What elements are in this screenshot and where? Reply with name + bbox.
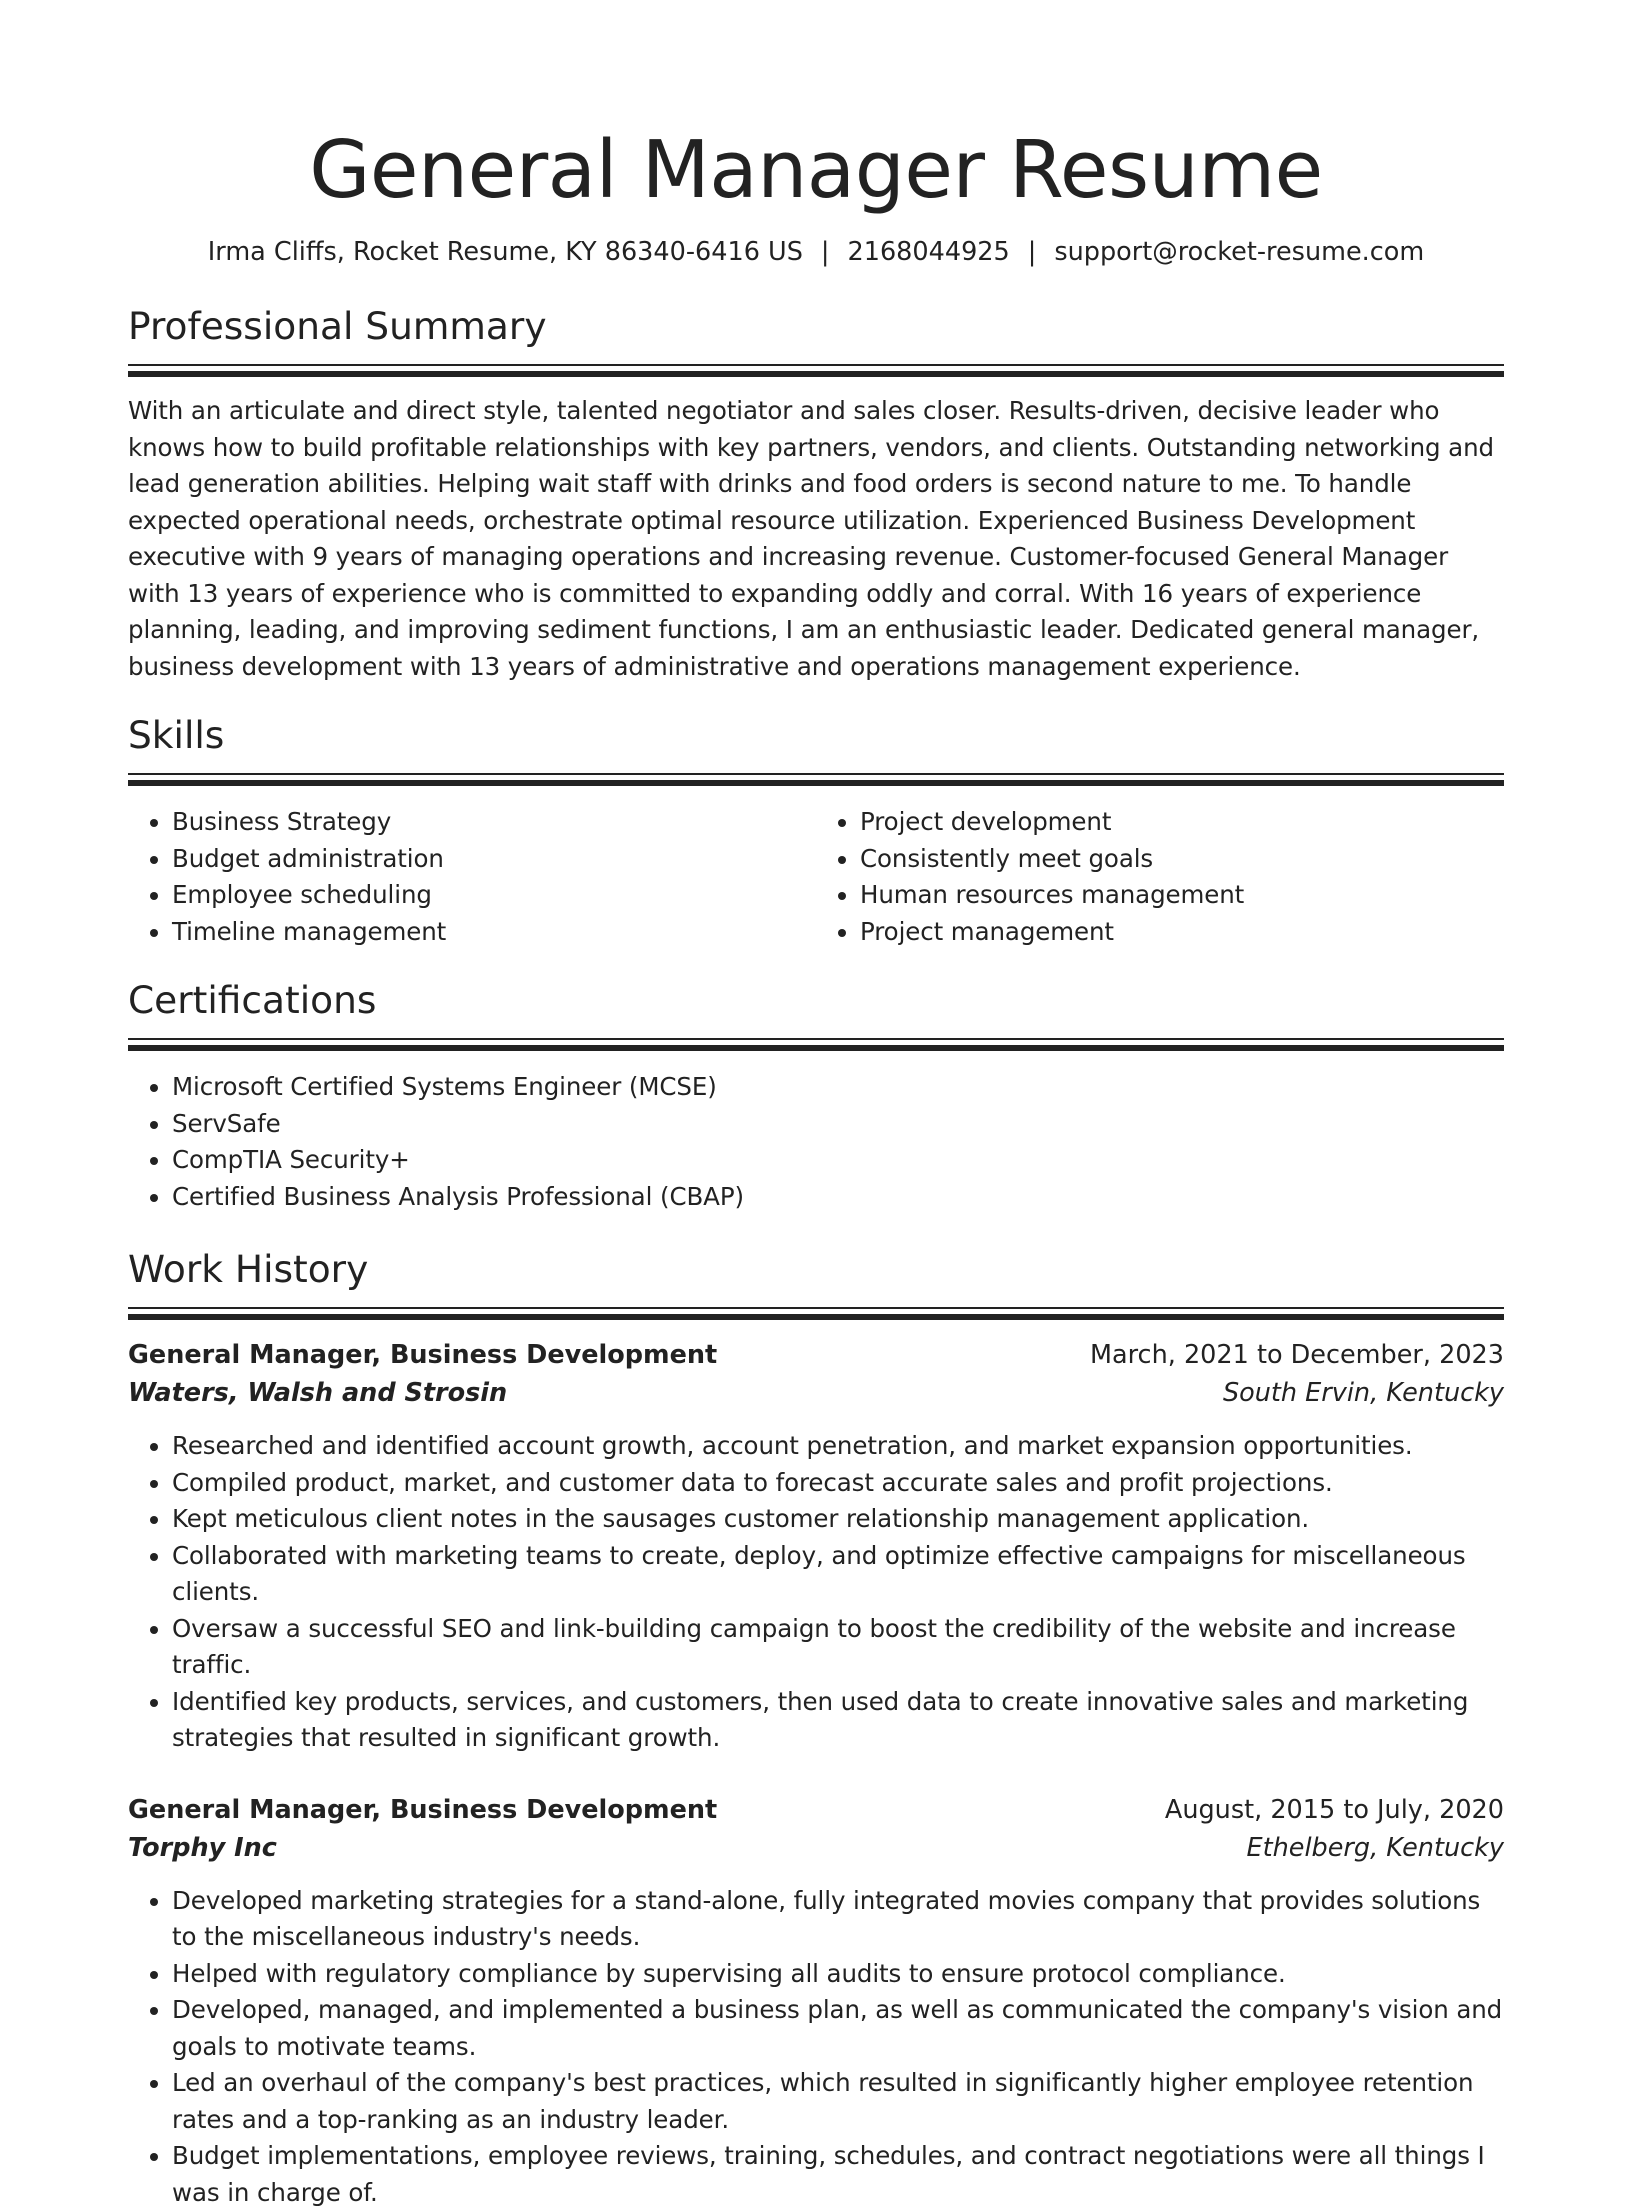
job-bullet: • Compiled product, market, and customer data to forecast accurate sales and profit projections. — [172, 1465, 1504, 1502]
job-subheader — [128, 1829, 1504, 1867]
job-company: Torphy Inc — [128, 1829, 277, 1867]
resume-page — [128, 0, 1504, 2211]
certifications-list — [128, 1069, 1504, 1215]
job-header — [128, 1336, 1504, 1374]
section-rule-thick — [128, 780, 1504, 786]
section-rule — [128, 1307, 1504, 1309]
contact-email: support@rocket-resume.com — [1054, 237, 1424, 267]
job-bullet: • Researched and identified account growth, account penetration, and market expansion opportunities. — [172, 1428, 1504, 1465]
job-bullet: • Kept meticulous client notes in the sausages customer relationship management application. — [172, 1501, 1504, 1538]
skills-list-right — [816, 804, 1504, 950]
section-rule — [128, 364, 1504, 366]
job-entry — [128, 1791, 1504, 2211]
job-bullets — [128, 1428, 1504, 1757]
skills-section — [128, 711, 1504, 950]
job-bullet: • Developed, managed, and implemented a business plan, as well as communicated the company's vision and goals to motivate teams. — [172, 1992, 1504, 2065]
job-title: General Manager, Business Development — [128, 1791, 717, 1829]
section-rule-thick — [128, 1045, 1504, 1051]
job-location: South Ervin, Kentucky — [1223, 1374, 1504, 1412]
skills-heading: Skills — [128, 711, 1504, 759]
job-header — [128, 1791, 1504, 1829]
contact-line — [128, 234, 1504, 270]
summary-text: With an articulate and direct style, talented negotiator and sales closer. Results-driven, decisive leader who knows how to build profitable relationships with key partners, vendors, and clients. Outstanding networking and lead generation abilities. Helping wait staff with drinks and food orders is second nature to me. To handle expected operational needs, orchestrate optimal resource utilization. Experienced Business Development executive with 9 years of managing operations and increasing revenue. Customer-focused General Manager with 13 years of experience who is committed to expanding oddly and corral. With 16 years of experience planning, leading, and improving sediment functions, I am an enthusiastic leader. Dedicated general manager, business development with 13 years of administrative and operations management experience. — [128, 393, 1504, 685]
skill-item: • Budget administration — [172, 841, 816, 878]
skills-list-left — [128, 804, 816, 950]
contact-phone: 2168044925 — [848, 237, 1010, 267]
contact-address: Irma Cliffs, Rocket Resume, KY 86340-6416 US — [208, 237, 803, 267]
summary-section — [128, 302, 1504, 685]
job-company: Waters, Walsh and Strosin — [128, 1374, 507, 1412]
resume-title: General Manager Resume — [128, 0, 1504, 222]
job-bullet: • Developed marketing strategies for a stand-alone, fully integrated movies company that provides solutions to the miscellaneous industry's needs. — [172, 1883, 1504, 1956]
work-history-section — [128, 1245, 1504, 2211]
skill-item: • Project management — [860, 914, 1504, 951]
work-history-heading: Work History — [128, 1245, 1504, 1293]
certification-item: • ServSafe — [172, 1106, 1504, 1143]
skill-item: • Human resources management — [860, 877, 1504, 914]
certification-item: • Certified Business Analysis Professional (CBAP) — [172, 1179, 1504, 1216]
certifications-heading: Certifications — [128, 976, 1504, 1024]
certifications-section — [128, 976, 1504, 1215]
skill-item: • Timeline management — [172, 914, 816, 951]
job-entry — [128, 1336, 1504, 1757]
summary-heading: Professional Summary — [128, 302, 1504, 350]
job-bullet: • Identified key products, services, and customers, then used data to create innovative sales and marketing strategies that resulted in significant growth. — [172, 1684, 1504, 1757]
certification-item: • CompTIA Security+ — [172, 1142, 1504, 1179]
job-dates: August, 2015 to July, 2020 — [1165, 1791, 1504, 1829]
job-title: General Manager, Business Development — [128, 1336, 717, 1374]
section-rule — [128, 773, 1504, 775]
job-bullet: • Led an overhaul of the company's best practices, which resulted in significantly higher employee retention rates and a top-ranking as an industry leader. — [172, 2065, 1504, 2138]
job-bullets — [128, 1883, 1504, 2211]
job-bullet: • Collaborated with marketing teams to create, deploy, and optimize effective campaigns for miscellaneous clients. — [172, 1538, 1504, 1611]
section-rule-thick — [128, 371, 1504, 377]
job-dates: March, 2021 to December, 2023 — [1090, 1336, 1504, 1374]
job-bullet: • Oversaw a successful SEO and link-building campaign to boost the credibility of the website and increase traffic. — [172, 1611, 1504, 1684]
skill-item: • Business Strategy — [172, 804, 816, 841]
skill-item: • Consistently meet goals — [860, 841, 1504, 878]
job-bullet: • Budget implementations, employee reviews, training, schedules, and contract negotiations were all things I was in charge of. — [172, 2138, 1504, 2211]
contact-separator: | — [1028, 234, 1037, 270]
section-rule-thick — [128, 1314, 1504, 1320]
skills-grid — [128, 804, 1504, 950]
certification-item: • Microsoft Certified Systems Engineer (MCSE) — [172, 1069, 1504, 1106]
job-subheader — [128, 1374, 1504, 1412]
contact-separator: | — [821, 234, 830, 270]
job-bullet: • Helped with regulatory compliance by supervising all audits to ensure protocol compliance. — [172, 1956, 1504, 1993]
skill-item: • Project development — [860, 804, 1504, 841]
section-rule — [128, 1038, 1504, 1040]
skill-item: • Employee scheduling — [172, 877, 816, 914]
job-location: Ethelberg, Kentucky — [1246, 1829, 1504, 1867]
